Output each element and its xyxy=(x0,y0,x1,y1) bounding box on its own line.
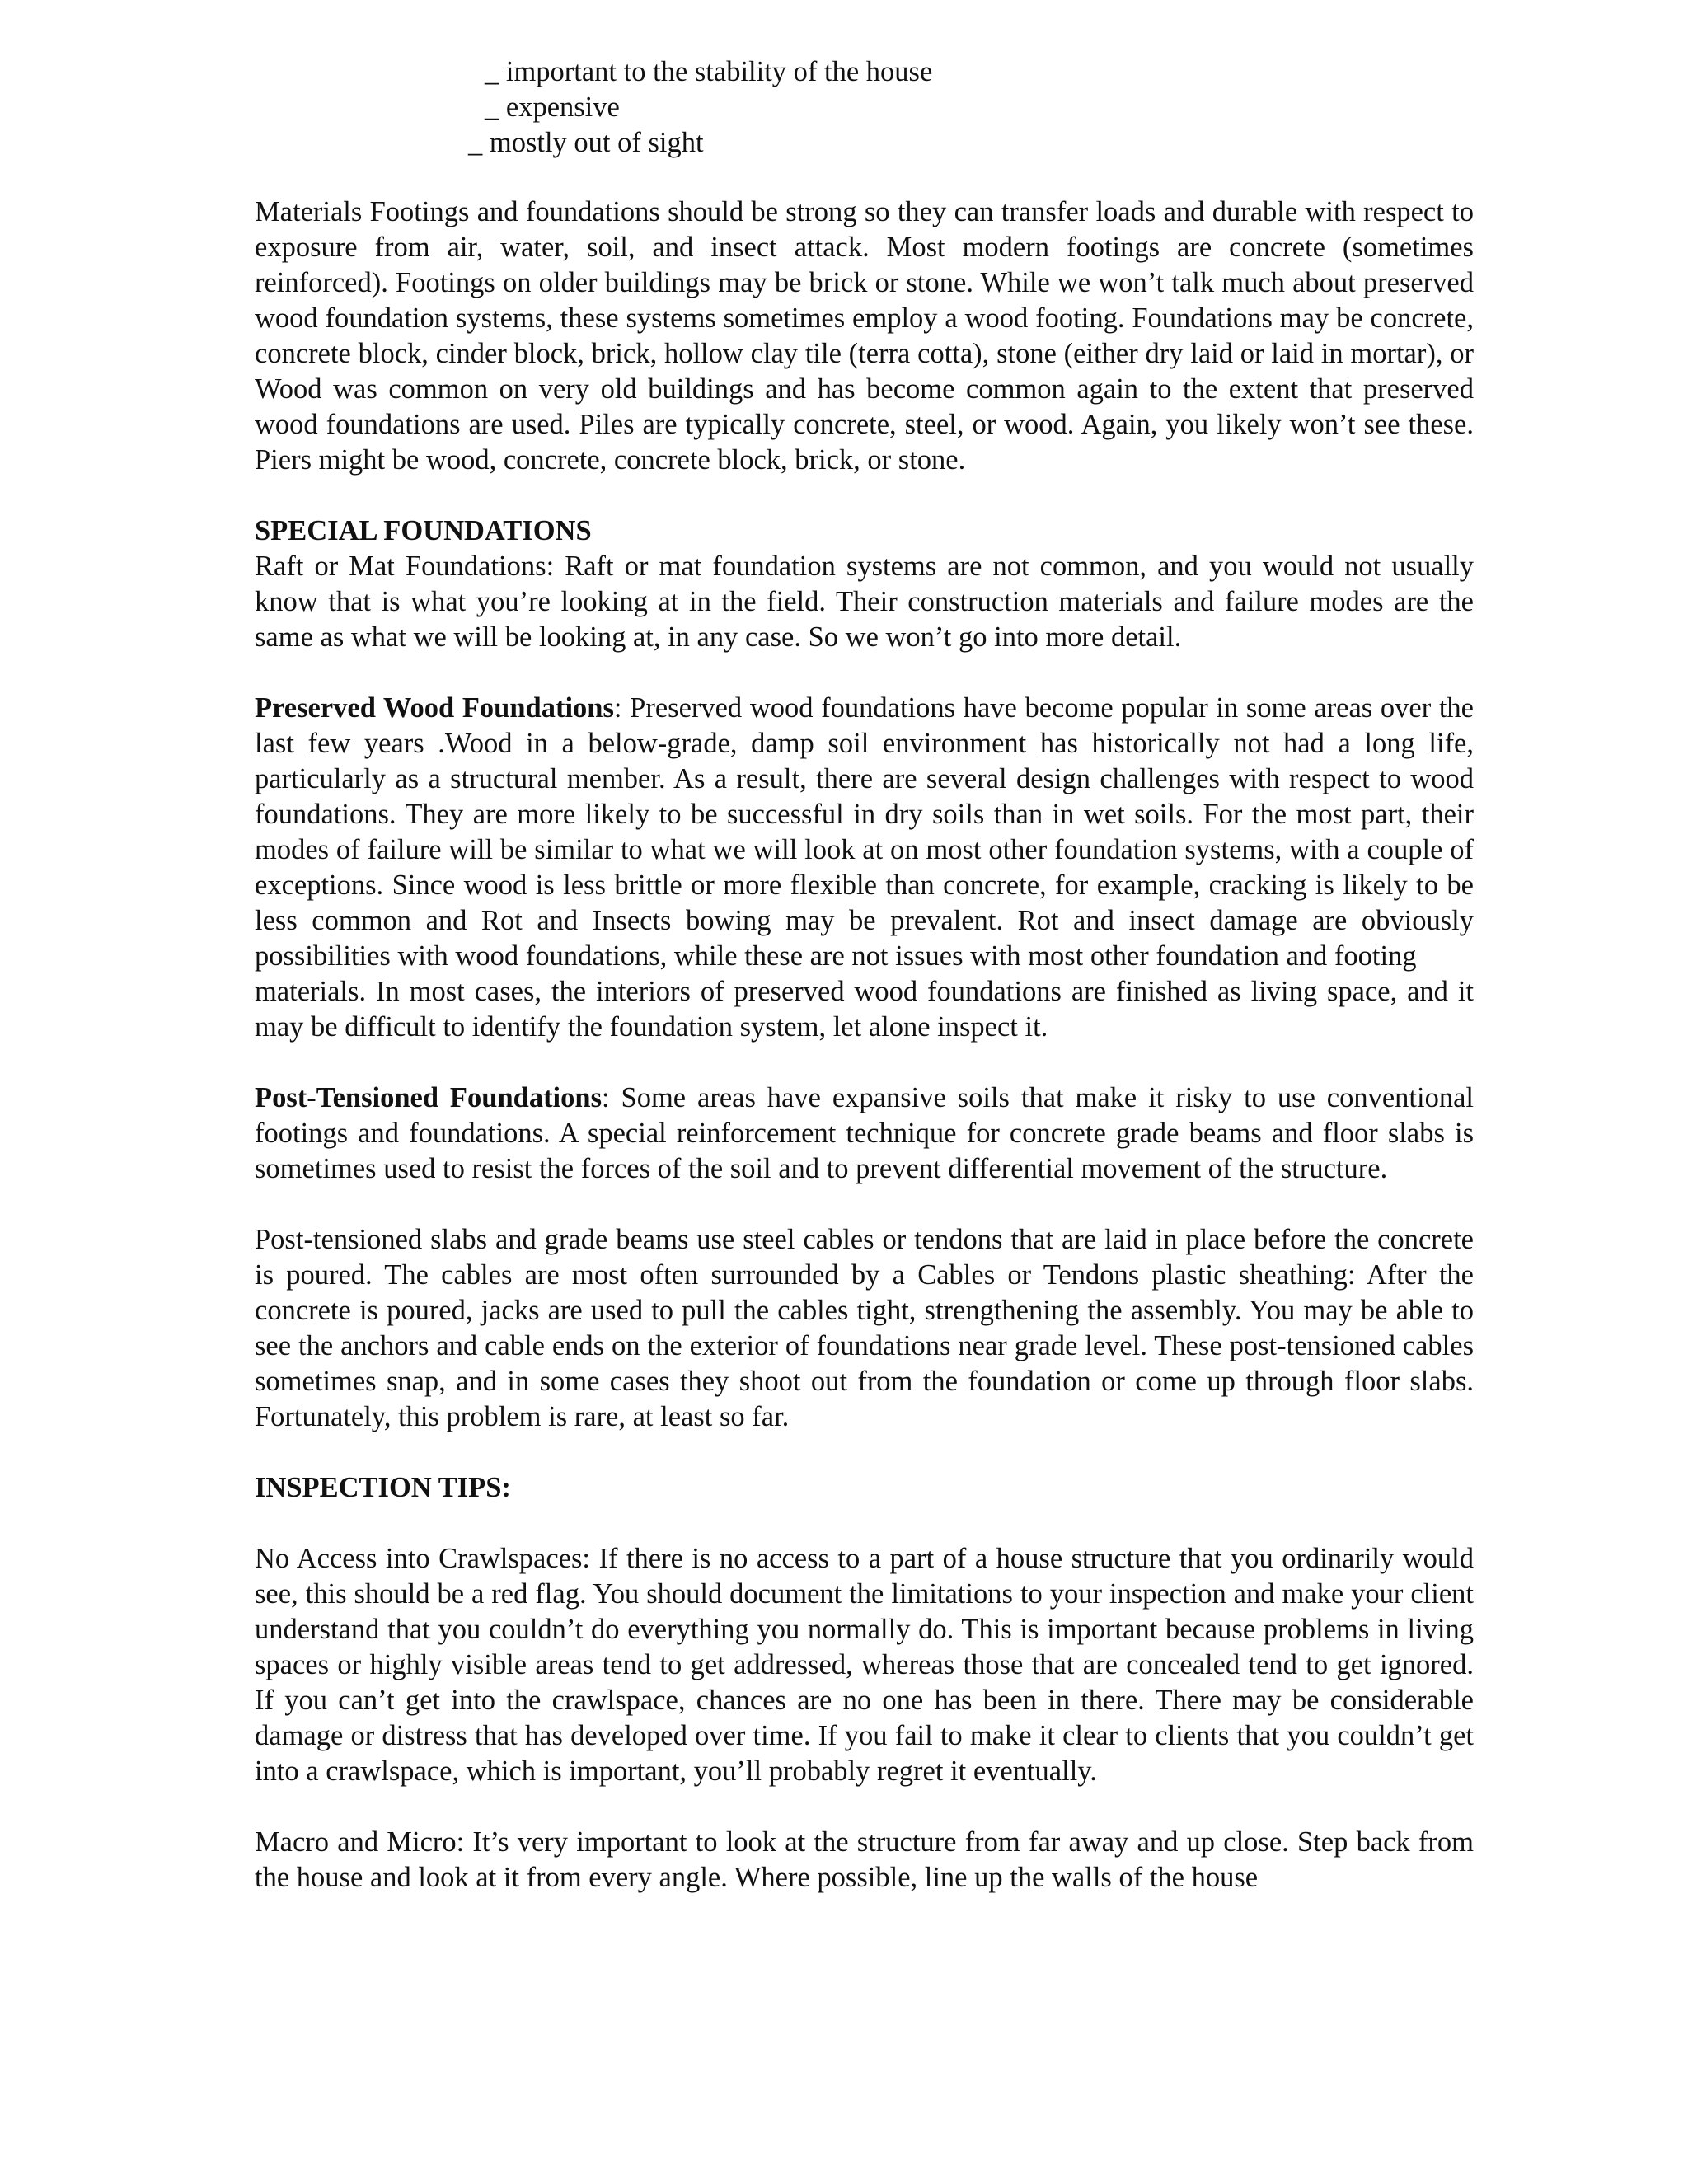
document-body xyxy=(255,194,1474,1931)
post-tensioned-text: : Some areas have expansive soils that make it risky to use conventional footings and foundations. A special reinforcement technique for concrete grade beams and floor slabs is sometimes used to resist the forces of the soil and to prevent differential movement of the structure. xyxy=(255,1082,1474,1184)
post-tensioned-slabs-paragraph: Post-tensioned slabs and grade beams use steel cables or tendons that are laid in place before the concrete is poured. The cables are most often surrounded by a Cables or Tendons plastic sheathing: After the concrete is poured, jacks are used to pull the cables tight, strengthening the assembly. You may be able to see the anchors and cable ends on the exterior of foundations near grade level. These post-tensioned cables sometimes snap, and in some cases they shoot out from the foundation or come up through floor slabs. Fortunately, this problem is rare, at least so far. xyxy=(255,1224,1474,1432)
macro-micro-paragraph: Macro and Micro: It’s very important to look at the structure from far away and up close. Step back from the house and look at it from every angle. Where possible, line up the walls of the house xyxy=(255,1826,1474,1893)
raft-mat-paragraph: Raft or Mat Foundations: Raft or mat foundation systems are not common, and you would not usually know that is what you’re looking at in the field. Their construction materials and failure modes are the same as what we will be looking at, in any case. So we won’t go into more detail. xyxy=(255,551,1474,653)
preserved-wood-lead: Preserved Wood Foundations xyxy=(255,692,614,724)
materials-paragraph: Materials Footings and foundations should be strong so they can transfer loads and durable with respect to exposure from air, water, soil, and insect attack. Most modern footings are concrete (sometimes reinforced). Footings on older buildings may be brick or stone. While we won’t talk much about preserved wood foundation systems, these systems sometimes employ a wood footing. Foundations may be concrete, concrete block, cinder block, brick, hollow clay tile (terra cotta), stone (either dry laid or laid in mortar), or Wood was common on very old buildings and has become common again to the extent that preserved wood foundations are used. Piles are typically concrete, steel, or wood. Again, you likely won’t see these. Piers might be wood, concrete, concrete block, brick, or stone. xyxy=(255,196,1474,476)
bullet-item: _ mostly out of sight xyxy=(468,127,704,158)
inspection-tips-heading: INSPECTION TIPS: xyxy=(255,1472,511,1503)
special-foundations-heading: SPECIAL FOUNDATIONS xyxy=(255,515,592,546)
bullet-list xyxy=(468,54,1210,161)
bullet-item: _ expensive xyxy=(485,91,620,123)
bullet-item: _ important to the stability of the house xyxy=(485,56,933,87)
no-access-paragraph: No Access into Crawlspaces: If there is no access to a part of a house structure that you ordinarily would see, this should be a red flag. You should document the limitations to your inspection and make your client understand that you couldn’t do everything you normally do. This is important because problems in living spaces or highly visible areas tend to get addressed, whereas those that are concealed tend to get ignored. If you can’t get into the crawlspace, chances are no one has been in there. There may be considerable damage or distress that has developed over time. If you fail to make it clear to clients that you couldn’t get into a crawlspace, which is important, you’ll probably regret it eventually. xyxy=(255,1543,1474,1787)
preserved-wood-text: : Preserved wood foundations have become popular in some areas over the last few years .Wood in a below-grade, damp soil environment has historically not had a long life, particularly as a structural member. As a result, there are several design challenges with respect to wood foundations. They are more likely to be successful in dry soils than in wet soils. For the most part, their modes of failure will be similar to what we will look at on most other foundation systems, with a couple of exceptions. Since wood is less brittle or more flexible than concrete, for example, cracking is likely to be less common and Rot and Insects bowing may be prevalent. Rot and insect damage are obviously possibilities with wood foundations, while these are not issues with most other foundation and footing xyxy=(255,692,1474,972)
preserved-wood-paragraph xyxy=(255,691,1474,974)
post-tensioned-paragraph xyxy=(255,1080,1474,1187)
preserved-wood-continuation: materials. In most cases, the interiors of preserved wood foundations are finished as living space, and it may be difficult to identify the foundation system, let alone inspect it. xyxy=(255,976,1474,1043)
post-tensioned-lead: Post-Tensioned Foundations xyxy=(255,1082,603,1113)
